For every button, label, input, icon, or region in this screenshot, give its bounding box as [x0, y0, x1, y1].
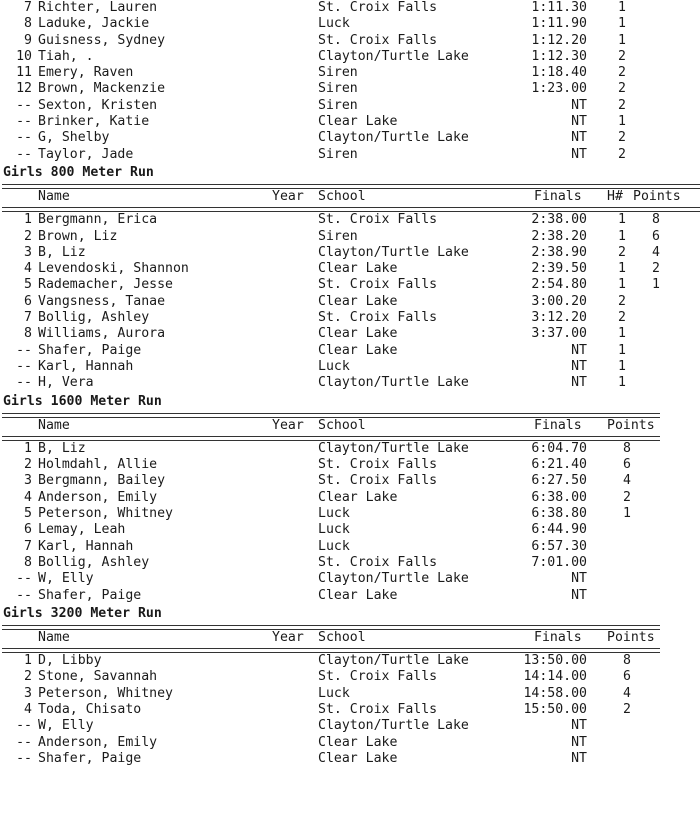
- school-cell: Luck: [318, 522, 350, 538]
- result-row: [0, 49, 700, 65]
- athlete-name-cell: Levendoski, Shannon: [38, 261, 189, 277]
- school-cell: Luck: [318, 506, 350, 522]
- place-cell: 5: [24, 506, 32, 522]
- finals-time-cell: 2:39.50: [531, 261, 587, 277]
- finals-time-cell: NT: [571, 750, 587, 766]
- school-cell: Clayton/Turtle Lake: [318, 375, 469, 391]
- points-cell: 6: [623, 457, 631, 473]
- points-cell: 8: [623, 653, 631, 669]
- finals-time-cell: 1:12.20: [531, 32, 587, 48]
- school-cell: St. Croix Falls: [318, 0, 438, 15]
- finals-time-cell: 2:38.20: [531, 228, 587, 244]
- finals-time-cell: 6:44.90: [531, 522, 587, 538]
- result-row: [0, 261, 700, 277]
- athlete-name-cell: Toda, Chisato: [38, 701, 142, 717]
- place-cell: 4: [24, 489, 32, 505]
- athlete-name-cell: Stone, Savannah: [38, 669, 158, 685]
- school-cell: Siren: [318, 228, 358, 244]
- points-cell: 2: [623, 489, 631, 505]
- points-cell: 4: [623, 685, 631, 701]
- points-cell: 1: [623, 506, 631, 522]
- school-cell: St. Croix Falls: [318, 310, 438, 326]
- heat-cell: 1: [618, 261, 626, 277]
- athlete-name-cell: B, Liz: [38, 244, 86, 260]
- place-cell: 2: [24, 457, 32, 473]
- athlete-name-cell: Taylor, Jade: [38, 146, 134, 162]
- result-row: [0, 506, 700, 522]
- heat-cell: 1: [618, 277, 626, 293]
- place-cell: --: [16, 342, 32, 358]
- finals-time-cell: 6:38.80: [531, 506, 587, 522]
- column-header-row: [0, 630, 700, 646]
- finals-time-cell: NT: [571, 130, 587, 146]
- school-cell: St. Croix Falls: [318, 277, 438, 293]
- continued-results: [0, 0, 700, 163]
- school-cell: Clayton/Turtle Lake: [318, 130, 469, 146]
- header-points: Points: [607, 629, 655, 645]
- finals-time-cell: 14:58.00: [523, 685, 587, 701]
- column-header-row: [0, 189, 700, 205]
- result-row: [0, 522, 700, 538]
- athlete-name-cell: Bollig, Ashley: [38, 554, 150, 570]
- result-row: [0, 229, 700, 245]
- event-1600m: [0, 392, 700, 604]
- place-cell: 1: [24, 440, 32, 456]
- place-cell: --: [16, 358, 32, 374]
- finals-time-cell: NT: [571, 97, 587, 113]
- header-points: Points: [607, 417, 655, 433]
- finals-time-cell: 15:50.00: [523, 701, 587, 717]
- school-cell: Siren: [318, 146, 358, 162]
- athlete-name-cell: Shafer, Paige: [38, 750, 142, 766]
- school-cell: Clear Lake: [318, 261, 398, 277]
- place-cell: 2: [24, 669, 32, 685]
- finals-time-cell: 13:50.00: [523, 653, 587, 669]
- result-row: [0, 0, 700, 16]
- place-cell: 4: [24, 261, 32, 277]
- school-cell: Siren: [318, 65, 358, 81]
- result-row: [0, 588, 700, 604]
- athlete-name-cell: B, Liz: [38, 440, 86, 456]
- result-row: [0, 245, 700, 261]
- event-800m: [0, 163, 700, 392]
- header-name: Name: [38, 188, 70, 204]
- finals-time-cell: NT: [571, 146, 587, 162]
- result-row: [0, 130, 700, 146]
- heat-cell: 2: [618, 48, 626, 64]
- athlete-name-cell: Karl, Hannah: [38, 358, 134, 374]
- result-row: [0, 65, 700, 81]
- athlete-name-cell: Emery, Raven: [38, 65, 134, 81]
- school-cell: Clayton/Turtle Lake: [318, 48, 469, 64]
- event-3200m: [0, 604, 700, 767]
- athlete-name-cell: Guisness, Sydney: [38, 32, 166, 48]
- result-row: [0, 277, 700, 293]
- header-finals: Finals: [534, 417, 582, 433]
- school-cell: St. Croix Falls: [318, 457, 438, 473]
- finals-time-cell: NT: [571, 114, 587, 130]
- athlete-name-cell: Bergmann, Bailey: [38, 473, 166, 489]
- athlete-name-cell: W, Elly: [38, 718, 94, 734]
- athlete-name-cell: Vangsness, Tanae: [38, 293, 166, 309]
- place-cell: --: [16, 114, 32, 130]
- school-cell: Clear Lake: [318, 750, 398, 766]
- place-cell: 8: [24, 554, 32, 570]
- separator: [0, 623, 700, 630]
- heat-cell: 1: [618, 358, 626, 374]
- school-cell: Luck: [318, 358, 350, 374]
- points-cell: 8: [623, 440, 631, 456]
- athlete-name-cell: Peterson, Whitney: [38, 685, 173, 701]
- heat-cell: 2: [618, 81, 626, 97]
- school-cell: Clayton/Turtle Lake: [318, 653, 469, 669]
- event-title: Girls 800 Meter Run: [3, 164, 154, 180]
- school-cell: St. Croix Falls: [318, 473, 438, 489]
- finals-time-cell: 1:11.30: [531, 0, 587, 15]
- separator: [0, 205, 700, 212]
- place-cell: 10: [16, 48, 32, 64]
- header-year: Year: [272, 417, 304, 433]
- heat-cell: 2: [618, 293, 626, 309]
- event-title: Girls 3200 Meter Run: [3, 605, 162, 621]
- finals-time-cell: NT: [571, 571, 587, 587]
- finals-time-cell: 1:11.90: [531, 16, 587, 32]
- athlete-name-cell: Brown, Mackenzie: [38, 81, 166, 97]
- athlete-name-cell: Sexton, Kristen: [38, 97, 158, 113]
- athlete-name-cell: Peterson, Whitney: [38, 506, 173, 522]
- finals-time-cell: 6:21.40: [531, 457, 587, 473]
- athlete-name-cell: Bergmann, Erica: [38, 212, 158, 228]
- place-cell: 1: [24, 212, 32, 228]
- heat-cell: 2: [618, 310, 626, 326]
- heat-cell: 1: [618, 32, 626, 48]
- place-cell: 3: [24, 685, 32, 701]
- header-school: School: [318, 188, 366, 204]
- separator: [0, 411, 700, 418]
- school-cell: Siren: [318, 97, 358, 113]
- athlete-name-cell: D, Libby: [38, 653, 102, 669]
- header-finals: Finals: [534, 629, 582, 645]
- result-row: [0, 473, 700, 489]
- header-points: Points: [633, 188, 681, 204]
- points-cell: 6: [652, 228, 660, 244]
- result-row: [0, 751, 700, 767]
- finals-time-cell: 2:38.90: [531, 244, 587, 260]
- athlete-name-cell: Rademacher, Jesse: [38, 277, 173, 293]
- heat-cell: 1: [618, 114, 626, 130]
- finals-time-cell: 6:04.70: [531, 440, 587, 456]
- place-cell: 7: [24, 0, 32, 15]
- result-row: [0, 686, 700, 702]
- school-cell: Clear Lake: [318, 342, 398, 358]
- separator: [0, 434, 700, 441]
- result-row: [0, 326, 700, 342]
- school-cell: St. Croix Falls: [318, 701, 438, 717]
- finals-time-cell: 1:23.00: [531, 81, 587, 97]
- result-row: [0, 653, 700, 669]
- result-row: [0, 555, 700, 571]
- athlete-name-cell: H, Vera: [38, 375, 94, 391]
- heat-cell: 1: [618, 375, 626, 391]
- result-row: [0, 441, 700, 457]
- finals-time-cell: 1:18.40: [531, 65, 587, 81]
- result-row: [0, 702, 700, 718]
- points-cell: 2: [652, 261, 660, 277]
- school-cell: Luck: [318, 685, 350, 701]
- result-row: [0, 114, 700, 130]
- school-cell: Clear Lake: [318, 114, 398, 130]
- header-school: School: [318, 629, 366, 645]
- header-year: Year: [272, 188, 304, 204]
- finals-time-cell: 2:38.00: [531, 212, 587, 228]
- place-cell: --: [16, 571, 32, 587]
- finals-time-cell: NT: [571, 587, 587, 603]
- finals-time-cell: 3:00.20: [531, 293, 587, 309]
- school-cell: Clear Lake: [318, 734, 398, 750]
- points-cell: 4: [652, 244, 660, 260]
- place-cell: --: [16, 97, 32, 113]
- result-row: [0, 718, 700, 734]
- finals-time-cell: NT: [571, 734, 587, 750]
- place-cell: 6: [24, 293, 32, 309]
- heat-cell: 2: [618, 146, 626, 162]
- place-cell: --: [16, 750, 32, 766]
- place-cell: 11: [16, 65, 32, 81]
- athlete-name-cell: Anderson, Emily: [38, 734, 158, 750]
- heat-cell: 1: [618, 342, 626, 358]
- athlete-name-cell: Brown, Liz: [38, 228, 118, 244]
- athlete-name-cell: Laduke, Jackie: [38, 16, 150, 32]
- school-cell: Luck: [318, 538, 350, 554]
- place-cell: 8: [24, 16, 32, 32]
- school-cell: St. Croix Falls: [318, 32, 438, 48]
- place-cell: 3: [24, 244, 32, 260]
- header-year: Year: [272, 629, 304, 645]
- school-cell: Clear Lake: [318, 489, 398, 505]
- finals-time-cell: 3:12.20: [531, 310, 587, 326]
- header-heat: H#: [607, 188, 623, 204]
- athlete-name-cell: Holmdahl, Allie: [38, 457, 158, 473]
- place-cell: 5: [24, 277, 32, 293]
- school-cell: St. Croix Falls: [318, 554, 438, 570]
- result-row: [0, 375, 700, 391]
- result-row: [0, 212, 700, 228]
- finals-time-cell: 14:14.00: [523, 669, 587, 685]
- heat-cell: 1: [618, 16, 626, 32]
- school-cell: Clayton/Turtle Lake: [318, 244, 469, 260]
- school-cell: Luck: [318, 16, 350, 32]
- school-cell: Clayton/Turtle Lake: [318, 571, 469, 587]
- school-cell: Clear Lake: [318, 326, 398, 342]
- separator: [0, 182, 700, 189]
- finals-time-cell: 3:37.00: [531, 326, 587, 342]
- school-cell: Siren: [318, 81, 358, 97]
- heat-cell: 1: [618, 326, 626, 342]
- results-list: [0, 653, 700, 767]
- result-row: [0, 735, 700, 751]
- result-row: [0, 147, 700, 163]
- finals-time-cell: NT: [571, 718, 587, 734]
- event-title: Girls 1600 Meter Run: [3, 393, 162, 409]
- athlete-name-cell: G, Shelby: [38, 130, 110, 146]
- header-finals: Finals: [534, 188, 582, 204]
- athlete-name-cell: Richter, Lauren: [38, 0, 158, 15]
- school-cell: St. Croix Falls: [318, 669, 438, 685]
- place-cell: --: [16, 375, 32, 391]
- result-row: [0, 571, 700, 587]
- finals-time-cell: NT: [571, 375, 587, 391]
- finals-time-cell: NT: [571, 358, 587, 374]
- result-row: [0, 457, 700, 473]
- result-row: [0, 310, 700, 326]
- place-cell: --: [16, 734, 32, 750]
- header-name: Name: [38, 417, 70, 433]
- place-cell: 7: [24, 538, 32, 554]
- school-cell: Clear Lake: [318, 587, 398, 603]
- school-cell: Clayton/Turtle Lake: [318, 718, 469, 734]
- heat-cell: 2: [618, 97, 626, 113]
- athlete-name-cell: W, Elly: [38, 571, 94, 587]
- result-row: [0, 81, 700, 97]
- finals-time-cell: NT: [571, 342, 587, 358]
- heat-cell: 2: [618, 65, 626, 81]
- points-cell: 1: [652, 277, 660, 293]
- place-cell: 8: [24, 326, 32, 342]
- place-cell: --: [16, 130, 32, 146]
- result-row: [0, 359, 700, 375]
- header-school: School: [318, 417, 366, 433]
- place-cell: --: [16, 146, 32, 162]
- result-row: [0, 539, 700, 555]
- result-row: [0, 343, 700, 359]
- heat-cell: 1: [618, 212, 626, 228]
- place-cell: 4: [24, 701, 32, 717]
- heat-cell: 2: [618, 130, 626, 146]
- athlete-name-cell: Brinker, Katie: [38, 114, 150, 130]
- athlete-name-cell: Tiah, .: [38, 48, 94, 64]
- school-cell: Clear Lake: [318, 293, 398, 309]
- place-cell: 12: [16, 81, 32, 97]
- separator: [0, 646, 700, 653]
- heat-cell: 1: [618, 0, 626, 15]
- header-name: Name: [38, 629, 70, 645]
- points-cell: 2: [623, 701, 631, 717]
- finals-time-cell: 1:12.30: [531, 48, 587, 64]
- place-cell: 1: [24, 653, 32, 669]
- points-cell: 4: [623, 473, 631, 489]
- athlete-name-cell: Karl, Hannah: [38, 538, 134, 554]
- heat-cell: 1: [618, 228, 626, 244]
- athlete-name-cell: Williams, Aurora: [38, 326, 166, 342]
- place-cell: 9: [24, 32, 32, 48]
- result-row: [0, 33, 700, 49]
- finals-time-cell: 6:27.50: [531, 473, 587, 489]
- heat-cell: 2: [618, 244, 626, 260]
- place-cell: 3: [24, 473, 32, 489]
- result-row: [0, 490, 700, 506]
- points-cell: 6: [623, 669, 631, 685]
- school-cell: Clayton/Turtle Lake: [318, 440, 469, 456]
- column-header-row: [0, 418, 700, 434]
- finals-time-cell: 6:38.00: [531, 489, 587, 505]
- results-list: [0, 441, 700, 604]
- result-row: [0, 294, 700, 310]
- finals-time-cell: 2:54.80: [531, 277, 587, 293]
- result-row: [0, 669, 700, 685]
- place-cell: 6: [24, 522, 32, 538]
- finals-time-cell: 7:01.00: [531, 554, 587, 570]
- result-row: [0, 16, 700, 32]
- athlete-name-cell: Shafer, Paige: [38, 342, 142, 358]
- place-cell: 2: [24, 228, 32, 244]
- place-cell: --: [16, 718, 32, 734]
- place-cell: 7: [24, 310, 32, 326]
- athlete-name-cell: Anderson, Emily: [38, 489, 158, 505]
- school-cell: St. Croix Falls: [318, 212, 438, 228]
- result-row: [0, 98, 700, 114]
- athlete-name-cell: Lemay, Leah: [38, 522, 126, 538]
- place-cell: --: [16, 587, 32, 603]
- results-list: [0, 212, 700, 391]
- athlete-name-cell: Shafer, Paige: [38, 587, 142, 603]
- points-cell: 8: [652, 212, 660, 228]
- finals-time-cell: 6:57.30: [531, 538, 587, 554]
- athlete-name-cell: Bollig, Ashley: [38, 310, 150, 326]
